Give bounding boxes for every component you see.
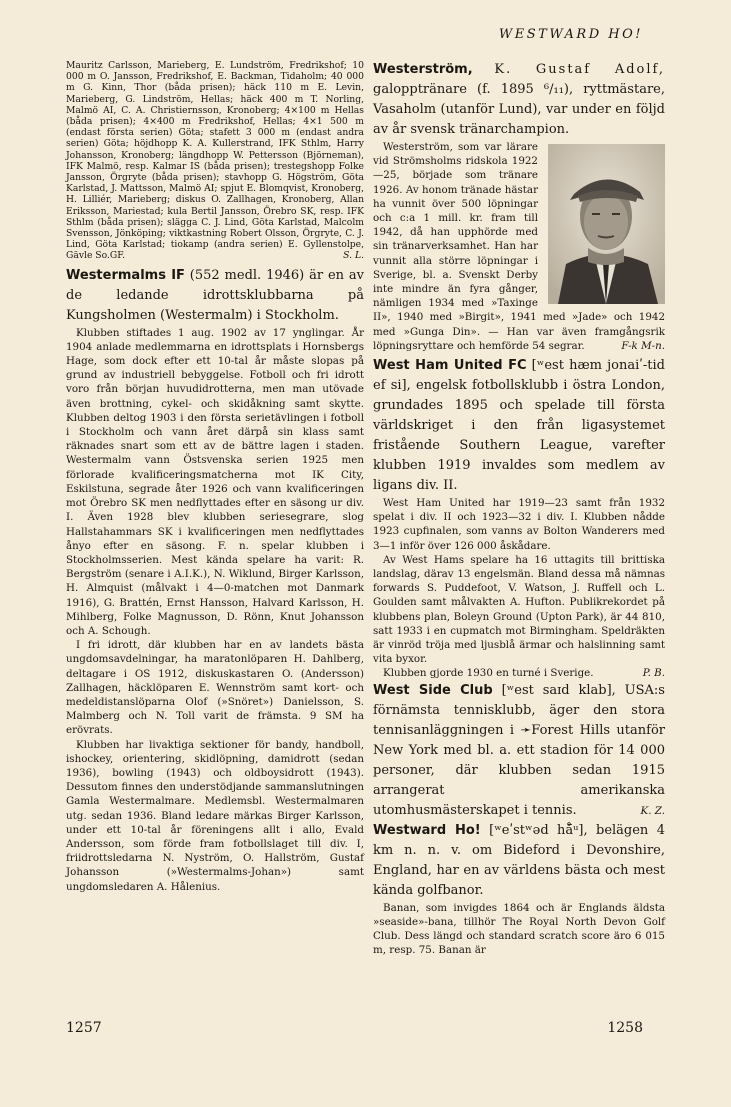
westward-entry-lead: [373, 821, 665, 901]
entry-body-text: Westerström, som var lärare vid Strömsholms ridskola 1922—25, började som tränare 1926. Av honom tränade hästar ha vunnit över 500 löpningar och c:a 1 mill. kr. fram till 1942, då han upphörde med sin tränarverksamhet. Han har vunnit alla större löpningar i Sverige, bl. a. Svenskt Derby inte mindre än fyra gånger, nämligen 1934 med »Taxinge II», 1940 med »Birgit», 1941 med »Jade» och 1942 med »Gunga Din». — Han var även framgångsrik löpningsryttare och hemförde 54 segrar.: [373, 141, 665, 352]
page-number-left: 1257: [66, 1020, 102, 1036]
entry-name: K. Gustaf Adolf,: [494, 62, 665, 77]
portrait-image: [548, 144, 665, 304]
westham-paragraph-2: Av West Hams spelare ha 16 uttagits till brittiska landslag, därav 13 engelsmän. Bland dessa må nämnas forwards S. Puddefoot, V. Watson, J. Ruffell och L. Goulden samt målvakten A. Hufton. Publikrekordet på klubbens plan, Boleyn Ground (Upton Park), är 44 810, satt 1933 i en cupmatch mot Birmingham. Speldräkten är vinröd tröja med ljusblå ärmar och halslinning samt vita byxor.: [373, 553, 665, 666]
signature: P. B.: [642, 667, 665, 680]
westermalms-paragraph-3: Klubben har livaktiga sektioner för bandy, handboll, ishockey, orientering, skidlöpning, damidrott (sedan 1936), bowling (1943) och oldboysidrott (1943). Dessutom finnes den understödjande sammanslutningen Gamla Westermalmare. Medlemsbl. Westermalmaren utg. sedan 1936. Bland ledare märkas Birger Karlsson, under ett 10-tal år föreningens allt i allo, Evald Andersson, som förde fram fotbollslaget till div. I, friidrottsledarna N. Nyström, O. Hallström, Gustaf Johansson (»Westermalms-Johan») samt ungdomsledaren A. Hålenius.: [66, 738, 364, 893]
westerstrom-entry-lead: [373, 60, 665, 140]
westham-paragraph-3: [373, 666, 665, 680]
entry-lead-text: [ʷest saɪd klab], USA:s förnämsta tennisklubb, äger den stora tennisanläggningen i ➛Forest Hills utanför New York med bl. a. ett stadion för 14 000 personer, där klubben sedan 1915 arrangerat amerikanska utomhusmästerskapet i tennis.: [373, 682, 665, 818]
westermalms-paragraph-1: Klubben stiftades 1 aug. 1902 av 17 ynglingar. År 1904 anlade medlemmarna en idrottsplats i Hornsbergs Hage, som dock efter ett 10-tal år måste slopas på grund av industriell bebyggelse. Fotboll och fri idrott voro från början huvudidrotterna, men man utövade även brottning, cykel- och skidåkning samt skytte. Klubben deltog 1903 i den första serietävlingen i fotboll i Stockholm och vann året därpå sin klass samt räknades snart som ett av de bättre lagen i staden. Westermalm vann Östsvenska serien 1925 men förlorade kvalificeringsmatcherna mot IK City, Eskilstuna, segrade åter 1926 och vann kvalificeringen mot Örebro SK men nedflyttades efter en säsong ur div. I. Även 1928 blev klubben seriesegrare, slog Hallstahammars SK i kvalificeringen men nedflyttades ånyo efter en säsong. F. n. spelar klubben i Stockholmsserien. Mest kända spelare ha varit: R. Bergström (senare i A.I.K.), N. Wiklund, Birger Karlsson, H. Almquist (målvakt i 4—0-matchen mot Danmark 1916), G. Brattén, Ernst Hansson, Halvard Karlsson, H. Mihlberg, Folke Magnusson, D. Rönn, Knut Johansson och A. Schough.: [66, 326, 364, 637]
signature: S. L.: [343, 250, 364, 262]
entry-headword: Westward Ho!: [373, 822, 481, 838]
entry-lead-text: galopptränare (f. 1895 ⁶/₁₁), ryttmästare, Vasaholm (utanför Lund), var under en följd av år svensk tränarchampion.: [373, 82, 665, 137]
westward-paragraph-1: Banan, som invigdes 1864 och är Englands äldsta »seaside»-bana, tillhör The Royal North Devon Golf Club. Dess längd och standard scratch score äro 6 015 m, resp. 75. Banan är: [373, 901, 665, 957]
entry-headword: Westermalms IF: [66, 267, 185, 283]
signature: K. Z.: [640, 804, 665, 817]
westermalms-entry-lead: [66, 266, 364, 326]
westham-entry-lead: [373, 356, 665, 496]
left-column: [66, 60, 364, 894]
entry-lead-text: [ʷest hæm jonaiʹ-tid ef si], engelsk fotbollsklubb i östra London, grundades 1895 och spelade till första världskriget i den från ligasystemet fristående Southern League, varefter klubben 1919 invaldes som medlem av ligans div. II.: [373, 358, 665, 494]
athletics-results-continuation: [66, 60, 364, 262]
entry-headword: West Ham United FC: [373, 358, 527, 374]
entry-lead-text: (552 medl. 1946) är en av de ledande idrottsklubbarna på Kungsholmen (Westermalm) i Stockholm.: [66, 267, 364, 323]
continuation-text: Mauritz Carlsson, Marieberg, E. Lundström, Fredrikshof; 10 000 m O. Jansson, Fredrikshof, E. Backman, Tidaholm; 40 000 m G. Kinn, Thor (båda prisen); häck 110 m E. Levin, Marieberg, G. Lindström, Hellas; häck 400 m T. Norling, Malmö AI, C. A. Christiernsson, Kronoberg; 4×100 m Hellas (båda prisen); 4×400 m Fredrikshof, Hellas; 4×1 500 m (endast första serien) Göta; stafett 3 000 m (endast andra serien) Göta; höjdhopp K. A. Kullerstrand, IFK Sthlm, Harry Johansson, Kronoberg; längdhopp W. Pettersson (Björneman), IFK Malmö, resp. Kalmar IS (båda prisen); trestegshopp Folke Jansson, Örgryte (båda prisen); stavhopp G. Högström, Göta Karlstad, J. Mattsson, Malmö AI; spjut E. Blomqvist, Kronoberg, H. Lilliér, Marieberg; diskus O. Zallhagen, Kronoberg, Allan Eriksson, Mariestad; kula Bertil Jansson, Örebro SK, resp. IFK Sthlm (båda prisen); slägga C. J. Lind, Göta Karlstad, Malcolm Svensson, Jönköping; viktkastning Robert Olsson, Örgryte, C. J. Lind, Göta Karlstad; tiokamp (andra serien) E. Gyllenstolpe, Gävle So.GF.: [66, 60, 364, 262]
running-head: WESTWARD HO!: [498, 27, 643, 42]
westside-entry-lead: [373, 681, 665, 821]
westham-paragraph-1: West Ham United har 1919—23 samt från 1932 spelat i div. II och 1923—32 i div. I. Klubben nådde 1923 cupfinalen, som vanns av Bolton Wanderers med 3—1 inför över 126 000 åskådare.: [373, 497, 665, 552]
entry-body-text: Klubben gjorde 1930 en turné i Sverige.: [383, 667, 594, 680]
entry-headword: Westerström,: [373, 62, 473, 77]
entry-lead-text: [ʷeʹstʷəd hå̄ᵘ], belägen 4 km n. n. v. om Bideford i Devonshire, England, har en av världens bästa och mest kända golfbanor.: [373, 822, 665, 898]
page-number-right: 1258: [607, 1020, 643, 1036]
entry-headword: West Side Club: [373, 682, 493, 698]
portrait-photo: [548, 144, 665, 304]
westermalms-paragraph-2: I fri idrott, där klubben har en av landets bästa ungdomsavdelningar, ha maratonlöparen H. Dahlberg, deltagare i OS 1912, diskuskastaren O. (Andersson) Zallhagen, häcklöparen E. Wennström samt kort- och medeldistanslöparna Olof (»Snöret») Danielsson, S. Malmberg och N. Toll varit de främsta. 9 SM ha erövrats.: [66, 639, 364, 737]
right-column: [373, 60, 665, 958]
signature: F-k M-n.: [621, 339, 665, 352]
